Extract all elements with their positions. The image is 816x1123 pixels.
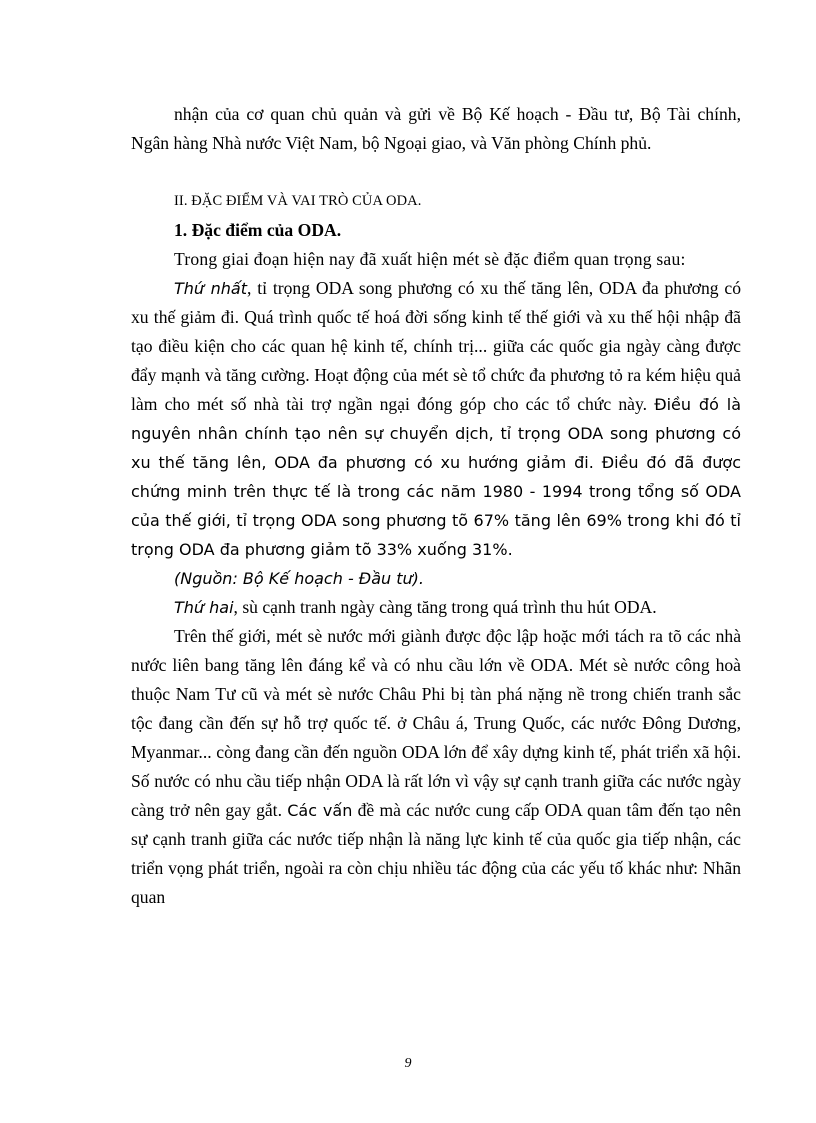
paragraph-spacer — [131, 158, 741, 187]
first-feature-paragraph — [131, 274, 741, 564]
source-note: (Nguồn: Bộ Kế hoạch - Đầu tư). — [174, 569, 424, 588]
world-text-serif: Trên thế giới, mét sè nước mới giành được độc lập hoặc mới tách ra tõ các nhà nước liên bang tăng lên đáng kể và có nhu cầu lớn về ODA. Mét sè nước công hoà thuộc Nam Tư cũ và mét sè nước Châu Phi bị tàn phá nặng nề trong chiến tranh sắc tộc đang cần đến sự hỗ trợ quốc tế. ở Châu á, Trung Quốc, các nước Đông Dương, Myanmar... còng đang cần đến nguồn ODA lớn để xây dựng kinh tế, phát triển xã hội. Số nước có nhu cầu tiếp nhận ODA là rất lớn vì vậy sự cạnh tranh giữa các nước ngày càng trở nên gay gắt. — [131, 626, 741, 820]
world-paragraph — [131, 622, 741, 912]
second-text: , sù cạnh tranh ngày càng tăng trong quá trình thu hút ODA. — [233, 597, 657, 617]
page-number: 9 — [404, 1056, 412, 1071]
world-text-tail: đề mà các nước cung cấp ODA quan tâm đến tạo nên sự cạnh tranh giữa các nước tiếp nhận là năng lực kinh tế của quốc gia tiếp nhận, các triển vọng phát triển, ngoài ra còn chịu nhiều tác động của các yếu tố khác như: Nhãn quan — [131, 800, 741, 907]
world-text-sans: Các vấn — [287, 801, 353, 820]
first-text-sans: Điều đó là nguyên nhân chính tạo nên sự chuyển dịch, tỉ trọng ODA song phương có xu thế tăng lên, ODA đa phương có xu hướng giảm đi. Điều đó đã được chứng minh trên thực tế là trong các năm 1980 - 1994 trong tổng số ODA của thế giới, tỉ trọng ODA song phương tõ 67% tăng lên 69% trong khi đó tỉ trọng ODA đa phương giảm tõ 33% xuống 31%. — [131, 395, 741, 559]
intro-paragraph: Trong giai đoạn hiện nay đã xuất hiện mét sè đặc điểm quan trọng sau: — [174, 249, 686, 269]
second-feature-paragraph — [131, 593, 741, 622]
paragraph-continuation: nhận của cơ quan chủ quản và gửi về Bộ Kế hoạch - Đầu tư, Bộ Tài chính, Ngân hàng Nhà nước Việt Nam, bộ Ngoại giao, và Văn phòng Chính phủ. — [131, 104, 741, 153]
first-label: Thứ nhất — [174, 279, 247, 298]
section-heading: II. ĐẶC ĐIỂM VÀ VAI TRÒ CỦA ODA. — [174, 193, 422, 209]
first-text-serif: , tỉ trọng ODA song phương có xu thế tăng lên, ODA đa phương có xu thế giảm đi. Quá trình quốc tế hoá đời sống kinh tế thế giới và xu thế hội nhập đã tạo điều kiện cho các quan hệ kinh tế, chính trị... giữa các quốc gia ngày càng được đẩy mạnh và tăng cường. Hoạt động của mét sè tổ chức đa phương tỏ ra kém hiệu quả làm cho mét số nhà tài trợ ngần ngại đóng góp cho các tổ chức này. — [131, 278, 742, 414]
page-body — [131, 100, 741, 912]
second-label: Thứ hai — [174, 598, 234, 617]
subsection-heading: 1. Đặc điểm của ODA. — [174, 220, 342, 240]
